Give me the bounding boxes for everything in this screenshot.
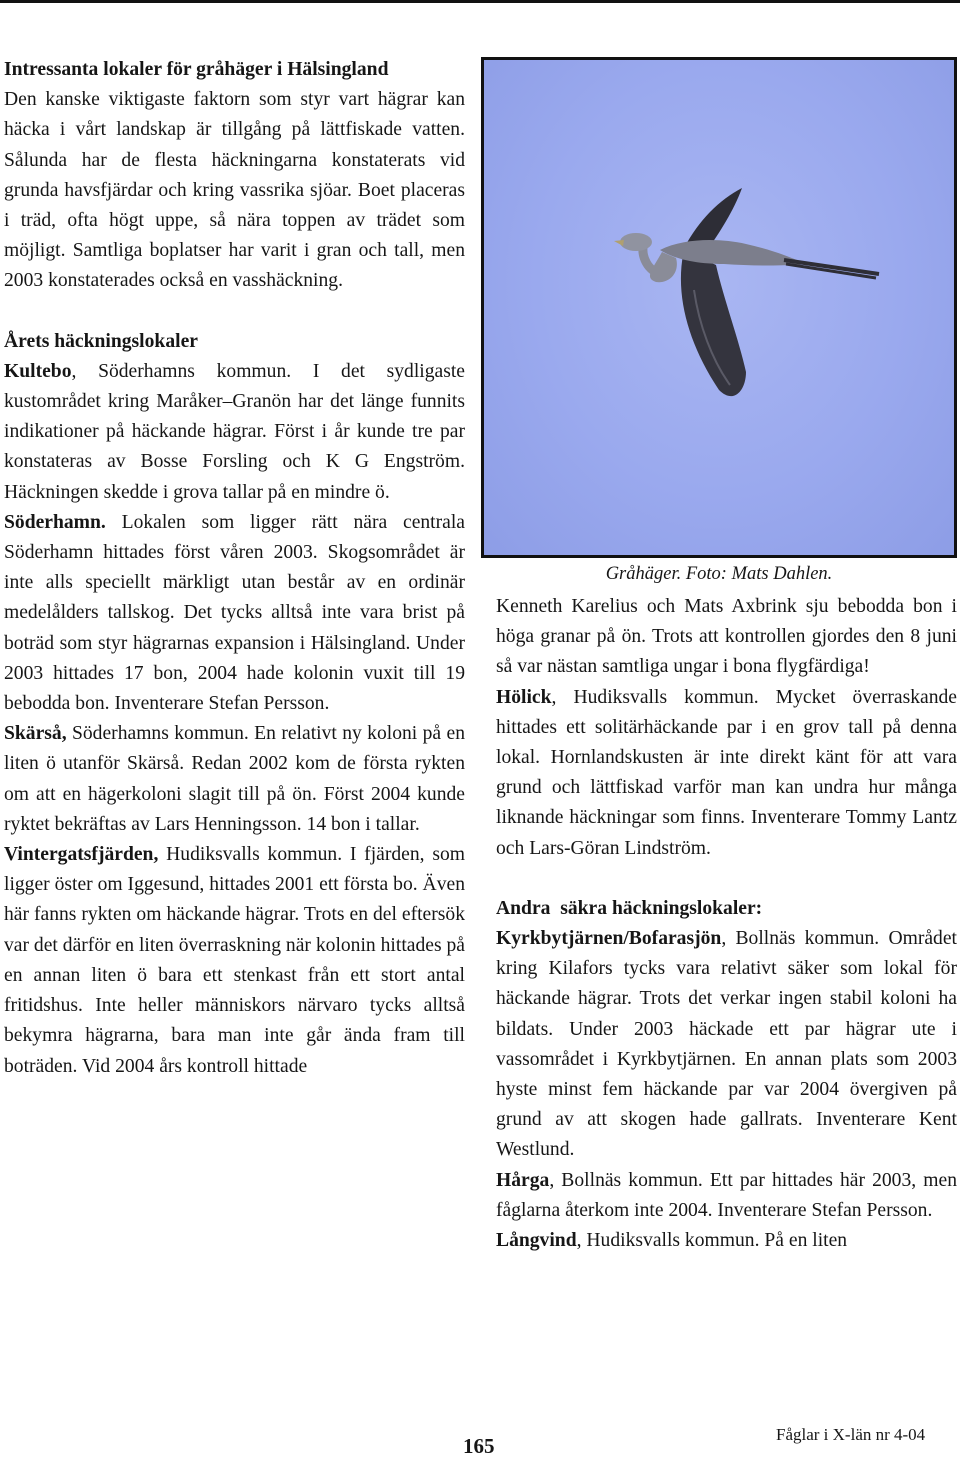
heron-beak — [614, 240, 624, 246]
subsection-heading: Andra säkra häckningslokaler: — [496, 897, 763, 919]
left-column — [4, 55, 465, 1082]
intro-paragraph: Den kanske viktigaste faktorn som styr vart hägrar kan häcka i vårt landskap är tillgång på lättfiskade vatten. Sålunda har de flesta häckningarna konstaterats vid grunda havsfjärdar och kring vassrika sjöar. Boet placeras i träd, ofta högt uppe, så nära toppen av trädet som möjligt. Samtliga boplatser har varit i gran och tall, men 2003 konstaterades också en vasshäckning. — [4, 89, 465, 292]
entry-harga: Hårga, Bollnäs kommun. Ett par hittades här 2003, men fåglarna återkom inte 2004. Inventerare Stefan Persson. — [496, 1169, 957, 1221]
page-number: 165 — [463, 1434, 495, 1458]
entry-vintergatsfjarden: Vintergatsfjärden, Hudiksvalls kommun. I fjärden, som ligger öster om Iggesund, hittades 2001 ett första bo. Även här fanns rykten om häckande hägrar. Trots en del eftersök var det därför en liten överraskning när kolonin hittades på en annan liten ö bara ett stenkast från ett stort antal fritidshus. Inte heller människors närvaro tycks alltså bekymra hägrarna, bara man inte går ända fram till boträden. Vid 2004 års kontroll hittade — [4, 844, 465, 1077]
entry-name: Skärså, — [4, 723, 67, 745]
entry-name: Kyrkbytjärnen/Bofarasjön — [496, 928, 722, 950]
entry-name: Kultebo — [4, 360, 72, 382]
entry-name: Långvind — [496, 1230, 577, 1252]
entry-holick: Hölick, Hudiksvalls kommun. Mycket överraskande hittades ett solitärhäckande par i en grov tall på denna lokal. Hornlandskusten är inte direkt känt för att vara grund och lättfiskad varför man kan undra hur många liknande häckningar som finns. Inventerare Tommy Lantz och Lars-Göran Lindström. — [496, 686, 957, 859]
section-heading: Intressanta lokaler för gråhäger i Hälsingland — [4, 59, 389, 80]
entry-kultebo: Kultebo, Söderhamns kommun. I det sydligaste kustområdet kring Maråker–Granön har det länge funnits indikationer på häckande hägrar. Först i år kunde tre par konstateras av Bosse Forsling och K G Engström. Häckningen skedde i grova tallar på en mindre ö. — [4, 360, 465, 503]
flying-heron-illustration — [484, 60, 954, 555]
top-rule — [0, 0, 960, 3]
entry-skarsa: Skärså, Söderhamns kommun. En relativt ny koloni på en liten ö utanför Skärså. Redan 2002 kom de första rykten om att en hägerkoloni slagit till på ön. Först 2004 kunde ryktet bekräftas av Lars Henningsson. 14 bon i tallar. — [4, 723, 465, 835]
publication-footer: Fåglar i X-län nr 4-04 — [776, 1425, 926, 1444]
photo-caption: Gråhäger. Foto: Mats Dahlen. — [605, 564, 833, 584]
heron-photo — [481, 57, 957, 558]
heron-near-wing — [681, 250, 746, 396]
entry-name: Hölick — [496, 686, 552, 708]
right-column — [496, 592, 957, 1256]
continuation-paragraph: Kenneth Karelius och Mats Axbrink sju bebodda bon i höga granar på ön. Trots att kontrollen gjordes den 8 juni så var nästan samtliga ungar i bona flygfärdiga! — [496, 596, 957, 678]
entry-langvind: Långvind, Hudiksvalls kommun. På en liten — [496, 1230, 848, 1252]
heron-head — [620, 233, 652, 251]
entry-kyrkbytjarnen: Kyrkbytjärnen/Bofarasjön, Bollnäs kommun. Området kring Kilafors tycks vara relativt säker som lokal för häckande hägrar. Trots det verkar ingen stabil koloni ha bildats. Under 2003 häckade ett par hägrar ute i vassområdet i Kyrkbytjärnen. En annan plats som 2003 hyste minst fem häckande par var 2004 övergiven på grund av att skogen hade gallrats. Inventerare Kent Westlund. — [496, 928, 957, 1161]
entry-name: Hårga — [496, 1169, 550, 1191]
entry-soderhamn: Söderhamn. Lokalen som ligger rätt nära centrala Söderhamn hittades först våren 2003. Skogsområdet är inte alls speciellt märkligt utan består av en ordinär medelålders tallskog. Det tycks alltså inte vara brist på boträd som styr hägrarnas expansion i Hälsingland. Under 2003 hittades 17 bon, 2004 hade kolonin vuxit till 19 bebodda bon. Inventerare Stefan Persson. — [4, 511, 465, 715]
entry-name: Vintergatsfjärden, — [4, 844, 159, 866]
subsection-heading: Årets häckningslokaler — [4, 330, 198, 352]
entry-name: Söderhamn. — [4, 511, 106, 533]
